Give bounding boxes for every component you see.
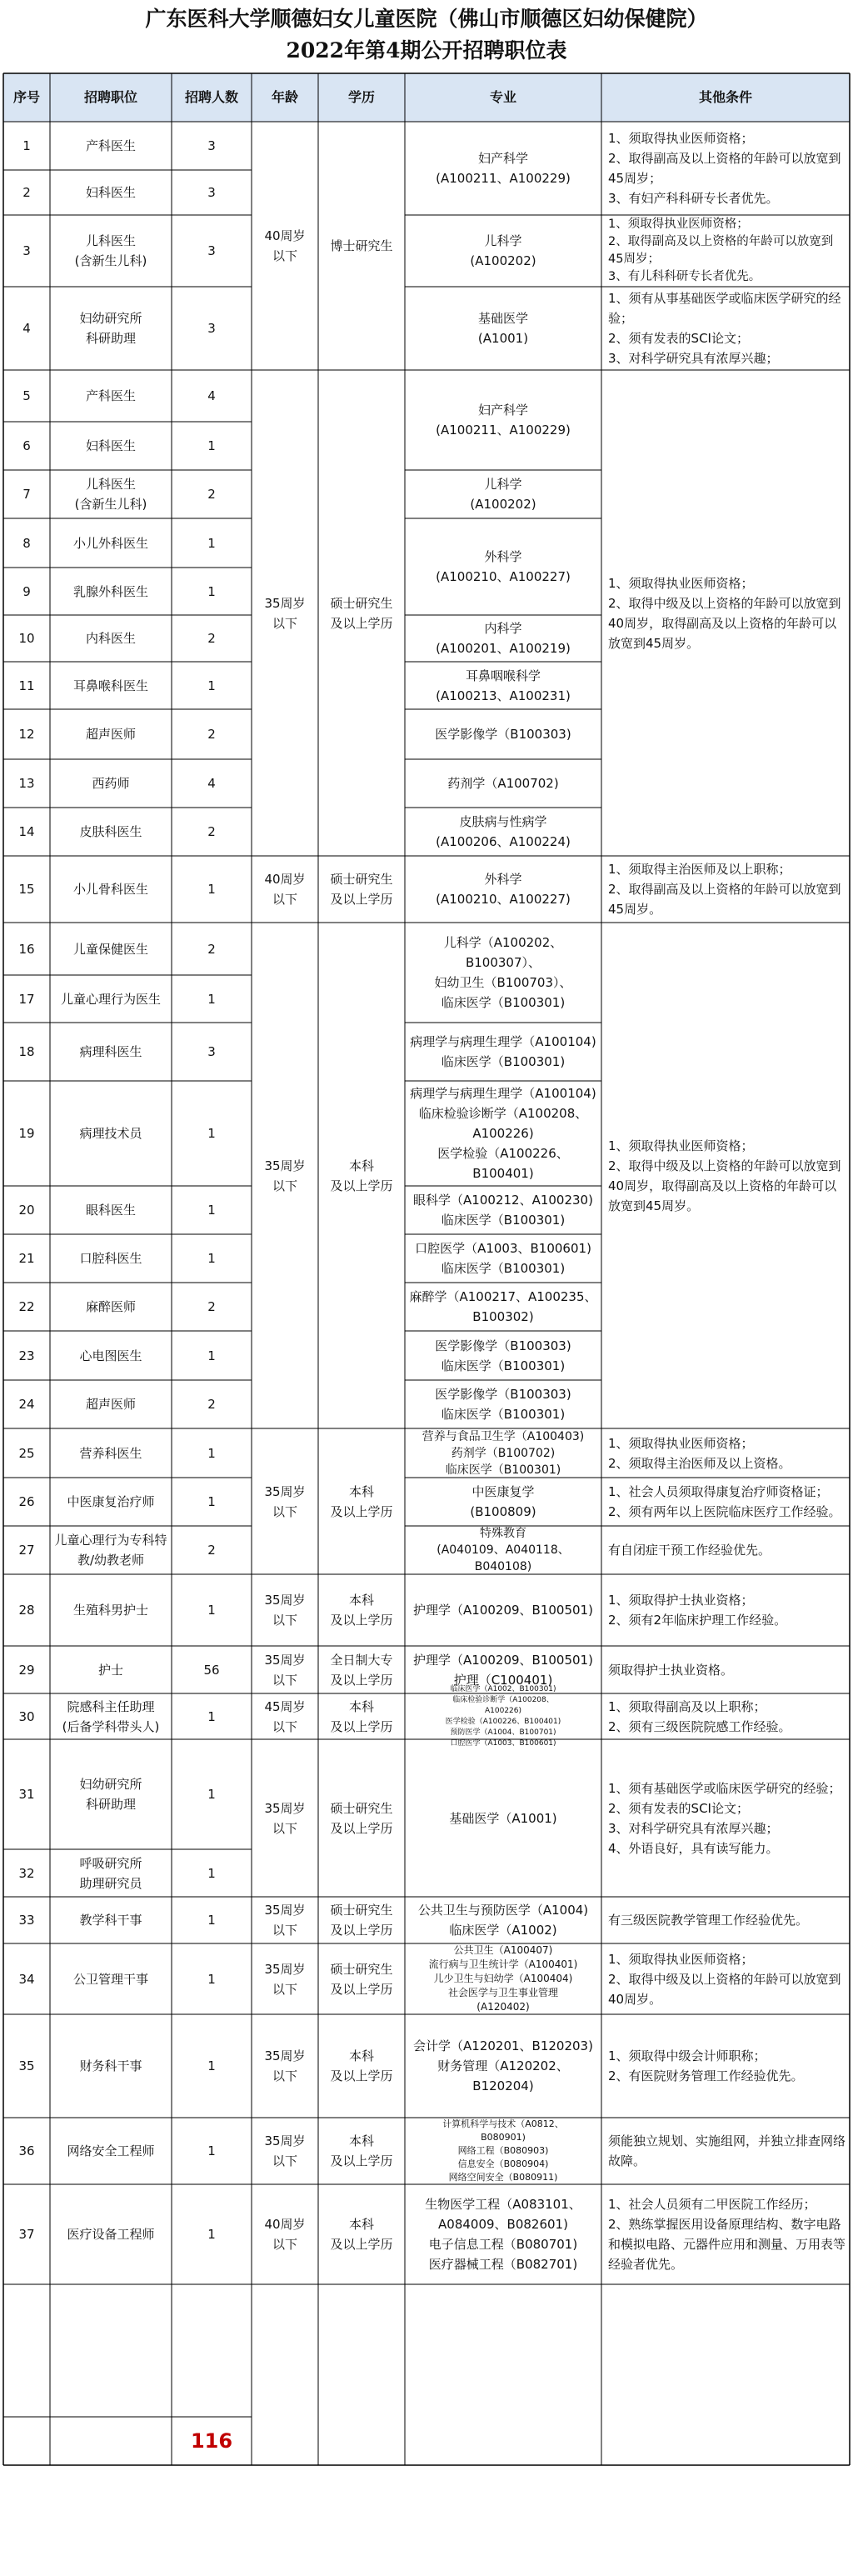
age-cell: 45周岁 以下	[264, 1698, 306, 1734]
row-seq: 20	[18, 1203, 35, 1218]
age-cell: 35周岁 以下	[264, 595, 306, 631]
edu-cell: 本科 及以上学历	[330, 1698, 393, 1734]
row-count: 2	[207, 631, 216, 646]
edu-cell: 硕士研究生 及以上学历	[330, 1961, 393, 1997]
row-seq: 33	[18, 1913, 35, 1928]
age-cell: 35周岁 以下	[264, 1158, 306, 1193]
other-cell: 须能独立规划、实施组网，并独立排查网络故障。	[608, 2133, 846, 2168]
row-position: 乳腺外科医生	[72, 583, 148, 599]
row-count: 1	[207, 1865, 216, 1881]
row-count: 3	[207, 243, 216, 258]
row-seq: 25	[18, 1445, 35, 1461]
row-seq: 37	[18, 2227, 35, 2242]
major-cell: 医学影像学（B100303)	[435, 727, 571, 742]
major-cell: 病理学与病理生理学（A100104) 临床检验诊断学（A100208、 A100226) 医学检验（A100226、B100401)	[410, 1086, 596, 1181]
row-position: 儿童心理行为医生	[60, 991, 161, 1007]
row-position: 内科医生	[85, 631, 136, 646]
major-cell: 计算机科学与技术（A0812、 B080901) 网络工程（B080903) 信息安全（B080904) 网络空间安全（B080911)	[442, 2118, 564, 2183]
row-position: 小儿外科医生	[72, 535, 148, 551]
row-position: 护士	[97, 1662, 123, 1678]
row-count: 1	[207, 1603, 216, 1618]
row-count: 2	[207, 941, 216, 957]
row-position: 皮肤科医生	[79, 824, 142, 839]
major-cell: 外科学 (A100210、A100227)	[436, 549, 571, 584]
edu-cell: 博士研究生	[330, 238, 393, 253]
row-count: 1	[207, 1126, 216, 1141]
major-cell: 眼科学（A100212、A100230) 临床医学（B100301)	[413, 1193, 593, 1228]
edu-cell: 本科 及以上学历	[330, 1593, 393, 1628]
header-position: 招聘职位	[83, 89, 137, 105]
age-cell: 40周岁 以下	[264, 228, 306, 263]
row-seq: 29	[18, 1662, 35, 1678]
age-cell: 35周岁 以下	[264, 1652, 306, 1688]
row-position: 超声医师	[85, 727, 136, 742]
row-seq: 24	[18, 1397, 35, 1412]
age-cell: 35周岁 以下	[264, 1800, 306, 1836]
other-cell: 1、须取得执业医师资格； 2、取得副高及以上资格的年龄可以放宽到45周岁； 3、有儿科科研专长者优先。	[608, 218, 834, 283]
row-seq: 12	[18, 727, 35, 742]
row-position: 超声医师	[85, 1397, 136, 1412]
row-count: 1	[207, 2058, 216, 2073]
major-cell: 妇产科学 (A100211、A100229)	[436, 403, 571, 438]
row-count: 1	[207, 2143, 216, 2158]
major-cell: 公共卫生（A100407) 流行病与卫生统计学（A100401) 儿少卫生与妇幼学（A100404) 社会医学与卫生事业管理 (A120402)	[428, 1944, 578, 2013]
row-seq: 34	[18, 1971, 35, 1987]
row-seq: 32	[18, 1865, 35, 1881]
row-count: 1	[207, 1708, 216, 1724]
major-cell: 公共卫生与预防医学（A1004) 临床医学（A1002)	[417, 1903, 589, 1938]
row-seq: 31	[18, 1787, 35, 1802]
row-position: 妇科医生	[85, 185, 136, 200]
row-count: 1	[207, 882, 216, 897]
row-count: 2	[207, 824, 216, 839]
title-line-2: 2022年第4期公开招聘职位表	[286, 38, 567, 63]
row-seq: 10	[18, 631, 35, 646]
title-line-1: 广东医科大学顺德妇女儿童医院（佛山市顺德区妇幼保健院）	[145, 7, 708, 31]
row-seq: 3	[22, 243, 31, 258]
row-count: 2	[207, 487, 216, 502]
row-count: 1	[207, 991, 216, 1007]
other-cell: 1、须取得中级会计师职称； 2、有医院财务管理工作经验优先。	[608, 2048, 804, 2083]
edu-cell: 本科 及以上学历	[330, 2133, 393, 2168]
edu-cell: 全日制大专 及以上学历	[330, 1652, 393, 1688]
row-position: 病理科医生	[79, 1044, 142, 1059]
total-count: 116	[190, 2429, 233, 2453]
row-seq: 18	[18, 1044, 35, 1059]
age-cell: 35周岁 以下	[264, 1593, 306, 1628]
row-seq: 35	[18, 2058, 35, 2073]
major-cell: 生物医学工程（A083101、 A084009、B082601) 电子信息工程（B080701) 医疗器械工程（B082701)	[425, 2197, 581, 2272]
other-cell: 1、须取得主治医师及以上职称； 2、取得副高及以上资格的年龄可以放宽到45周岁。	[608, 862, 841, 917]
header-major: 专业	[489, 89, 516, 105]
row-seq: 23	[18, 1348, 35, 1363]
row-position: 生殖科男护士	[72, 1603, 148, 1618]
row-seq: 6	[22, 438, 31, 453]
row-position: 耳鼻喉科医生	[72, 678, 148, 693]
other-cell: 1、社会人员须有二甲医院工作经历； 2、熟练掌握医用设备原理结构、数字电路和模拟电路、元器件应用和测量、万用表等经验者优先。	[608, 2197, 846, 2272]
major-cell: 临床医学（A1002、B100301) 临床检验诊断学（A100208、 A100226) 医学检验（A100226、B100401) 预防医学（A1004、B100701) 口腔医学（A1003、B100601)	[445, 1684, 561, 1748]
row-seq: 13	[18, 776, 35, 791]
header-other: 其他条件	[698, 89, 752, 105]
header-seq: 序号	[12, 89, 40, 105]
edu-cell: 本科 及以上学历	[330, 2048, 393, 2083]
major-cell: 中医康复学 (B100809)	[470, 1484, 536, 1519]
row-count: 3	[207, 138, 216, 153]
major-cell: 特殊教育 (A040109、A040118、 B040108)	[436, 1527, 570, 1573]
row-seq: 16	[18, 941, 35, 957]
other-cell: 1、须取得执业医师资格； 2、取得中级及以上资格的年龄可以放宽到40周岁，取得副高及以上资格的年龄可以放宽到45周岁。	[608, 1138, 841, 1213]
row-count: 1	[207, 2227, 216, 2242]
row-count: 3	[207, 321, 216, 336]
row-position: 眼科医生	[85, 1203, 136, 1218]
row-position: 公卫管理干事	[72, 1971, 148, 1987]
header-edu: 学历	[347, 89, 375, 105]
edu-cell: 本科 及以上学历	[330, 1158, 393, 1193]
row-count: 1	[207, 535, 216, 551]
age-cell: 35周岁 以下	[264, 1903, 306, 1938]
row-position: 儿科医生 (含新生儿科)	[74, 477, 147, 512]
row-seq: 27	[18, 1543, 35, 1558]
row-count: 1	[207, 678, 216, 693]
row-seq: 15	[18, 882, 35, 897]
major-cell: 病理学与病理生理学（A100104) 临床医学（B100301)	[410, 1034, 596, 1069]
other-cell: 有自闭症干预工作经验优先。	[608, 1543, 771, 1558]
row-position: 教学科干事	[79, 1913, 142, 1928]
edu-cell: 硕士研究生 及以上学历	[330, 595, 393, 631]
major-cell: 外科学 (A100210、A100227)	[436, 872, 571, 907]
major-cell: 营养与食品卫生学（A100403) 药剂学（B100702) 临床医学（B100301)	[422, 1429, 585, 1477]
row-seq: 4	[22, 321, 31, 336]
edu-cell: 硕士研究生 及以上学历	[330, 1800, 393, 1836]
other-cell: 1、须取得副高及以上职称； 2、须有三级医院院感工作经验。	[608, 1698, 791, 1734]
row-count: 4	[207, 776, 216, 791]
row-count: 1	[207, 1787, 216, 1802]
row-seq: 17	[18, 991, 35, 1007]
row-count: 56	[203, 1662, 220, 1678]
row-position: 麻醉医师	[85, 1299, 136, 1314]
row-seq: 14	[18, 824, 35, 839]
row-seq: 8	[22, 535, 31, 551]
row-position: 产科医生	[85, 388, 136, 403]
row-count: 3	[207, 1044, 216, 1059]
row-count: 1	[207, 1203, 216, 1218]
row-seq: 5	[22, 388, 31, 403]
major-cell: 内科学 (A100201、A100219)	[436, 621, 571, 656]
age-cell: 40周岁 以下	[264, 2217, 306, 2252]
row-position: 中医康复治疗师	[67, 1494, 155, 1509]
header-age: 年龄	[271, 89, 298, 105]
row-seq: 28	[18, 1603, 35, 1618]
row-seq: 2	[22, 185, 31, 200]
row-position: 心电图医生	[79, 1348, 142, 1363]
row-position: 呼吸研究所 助理研究员	[79, 1855, 142, 1891]
major-cell: 儿科学 (A100202)	[470, 233, 536, 268]
other-cell: 1、须取得执业医师资格； 2、须取得主治医师及以上资格。	[608, 1435, 791, 1471]
row-position: 妇幼研究所 科研助理	[79, 1777, 142, 1812]
row-position: 产科医生	[85, 138, 136, 153]
row-seq: 9	[22, 583, 31, 599]
major-cell: 基础医学（A1001)	[449, 1810, 557, 1826]
row-count: 1	[207, 1348, 216, 1363]
other-cell: 1、须取得执业医师资格； 2、取得副高及以上资格的年龄可以放宽到45周岁； 3、有妇产科科研专长者优先。	[608, 131, 841, 206]
row-position: 口腔科医生	[79, 1251, 142, 1266]
major-cell: 麻醉学（A100217、A100235、 B100302)	[409, 1289, 597, 1324]
other-cell: 1、须有基础医学或临床医学研究的经验； 2、须有发表的SCI论文； 3、对科学研究具有浓厚兴趣； 4、外语良好，具有读写能力。	[608, 1780, 841, 1856]
row-count: 1	[207, 1494, 216, 1509]
other-cell: 1、须取得护士执业资格； 2、须有2年临床护理工作经验。	[608, 1593, 787, 1628]
row-position: 儿科医生 (含新生儿科)	[74, 233, 147, 268]
row-count: 2	[207, 1397, 216, 1412]
row-seq: 7	[22, 487, 31, 502]
row-position: 医疗设备工程师	[67, 2227, 155, 2242]
age-cell: 40周岁 以下	[264, 872, 306, 907]
major-cell: 儿科学 (A100202)	[470, 477, 536, 512]
age-cell: 35周岁 以下	[264, 2048, 306, 2083]
row-seq: 11	[18, 678, 35, 693]
row-position: 妇科医生	[85, 438, 136, 453]
row-position: 网络安全工程师	[67, 2143, 155, 2158]
row-position: 妇幼研究所 科研助理	[79, 311, 142, 346]
other-cell: 1、须取得执业医师资格； 2、取得中级及以上资格的年龄可以放宽到40周岁。	[608, 1951, 841, 2007]
edu-cell: 本科 及以上学历	[330, 2217, 393, 2252]
header-count: 招聘人数	[184, 89, 238, 105]
major-cell: 医学影像学（B100303) 临床医学（B100301)	[435, 1338, 571, 1373]
row-count: 1	[207, 1251, 216, 1266]
row-count: 2	[207, 1299, 216, 1314]
major-cell: 口腔医学（A1003、B100601) 临床医学（B100301)	[415, 1241, 591, 1276]
row-seq: 19	[18, 1126, 35, 1141]
row-seq: 1	[22, 138, 31, 153]
other-cell: 有三级医院教学管理工作经验优先。	[608, 1913, 809, 1928]
row-count: 1	[207, 438, 216, 453]
row-position: 院感科主任助理 (后备学科带头人)	[62, 1698, 160, 1734]
row-seq: 36	[18, 2143, 35, 2158]
major-cell: 护理学（A100209、B100501)	[413, 1603, 593, 1618]
row-position: 西药师	[92, 776, 130, 791]
row-position: 儿童保健医生	[72, 941, 148, 957]
row-count: 2	[207, 727, 216, 742]
major-cell: 耳鼻咽喉科学 (A100213、A100231)	[436, 668, 571, 703]
major-cell: 会计学（A120201、B120203) 财务管理（A120202、B120204)	[413, 2038, 593, 2093]
row-position: 小儿骨科医生	[72, 882, 148, 897]
row-position: 儿童心理行为专科特 教/幼教老师	[54, 1533, 167, 1568]
row-seq: 26	[18, 1494, 35, 1509]
other-cell: 须取得护士执业资格。	[608, 1662, 734, 1678]
major-cell: 儿科学（A100202、B100307）、 妇幼卫生（B100703）、 临床医学（B100301)	[434, 935, 572, 1010]
row-count: 1	[207, 583, 216, 599]
row-position: 财务科干事	[79, 2058, 142, 2073]
edu-cell: 硕士研究生 及以上学历	[330, 1903, 393, 1938]
major-cell: 皮肤病与性病学 (A100206、A100224)	[436, 814, 571, 849]
edu-cell: 硕士研究生 及以上学历	[330, 872, 393, 907]
major-cell: 医学影像学（B100303) 临床医学（B100301)	[435, 1387, 571, 1422]
other-cell: 1、社会人员须取得康复治疗师资格证； 2、须有两年以上医院临床医疗工作经验。	[608, 1484, 841, 1519]
other-cell: 1、须取得执业医师资格； 2、取得中级及以上资格的年龄可以放宽到40周岁，取得副高及以上资格的年龄可以放宽到45周岁。	[608, 575, 841, 651]
row-position: 病理技术员	[79, 1126, 142, 1141]
row-count: 1	[207, 1913, 216, 1928]
age-cell: 35周岁 以下	[264, 2133, 306, 2168]
row-count: 1	[207, 1971, 216, 1987]
row-count: 2	[207, 1543, 216, 1558]
row-seq: 30	[18, 1708, 35, 1724]
age-cell: 35周岁 以下	[264, 1483, 306, 1519]
row-seq: 21	[18, 1251, 35, 1266]
major-cell: 护理学（A100209、B100501) 护理（C100401)	[413, 1652, 593, 1688]
row-position: 营养科医生	[79, 1445, 142, 1461]
major-cell: 药剂学（A100702)	[447, 776, 559, 791]
row-seq: 22	[18, 1299, 35, 1314]
edu-cell: 本科 及以上学历	[330, 1483, 393, 1519]
row-count: 4	[207, 388, 216, 403]
age-cell: 35周岁 以下	[264, 1961, 306, 1997]
major-cell: 妇产科学 (A100211、A100229)	[436, 151, 571, 186]
major-cell: 基础医学 (A1001)	[477, 311, 529, 346]
row-count: 3	[207, 185, 216, 200]
other-cell: 1、须有从事基础医学或临床医学研究的经验； 2、须有发表的SCI论文； 3、对科学研究具有浓厚兴趣；	[608, 291, 841, 366]
row-count: 1	[207, 1445, 216, 1461]
